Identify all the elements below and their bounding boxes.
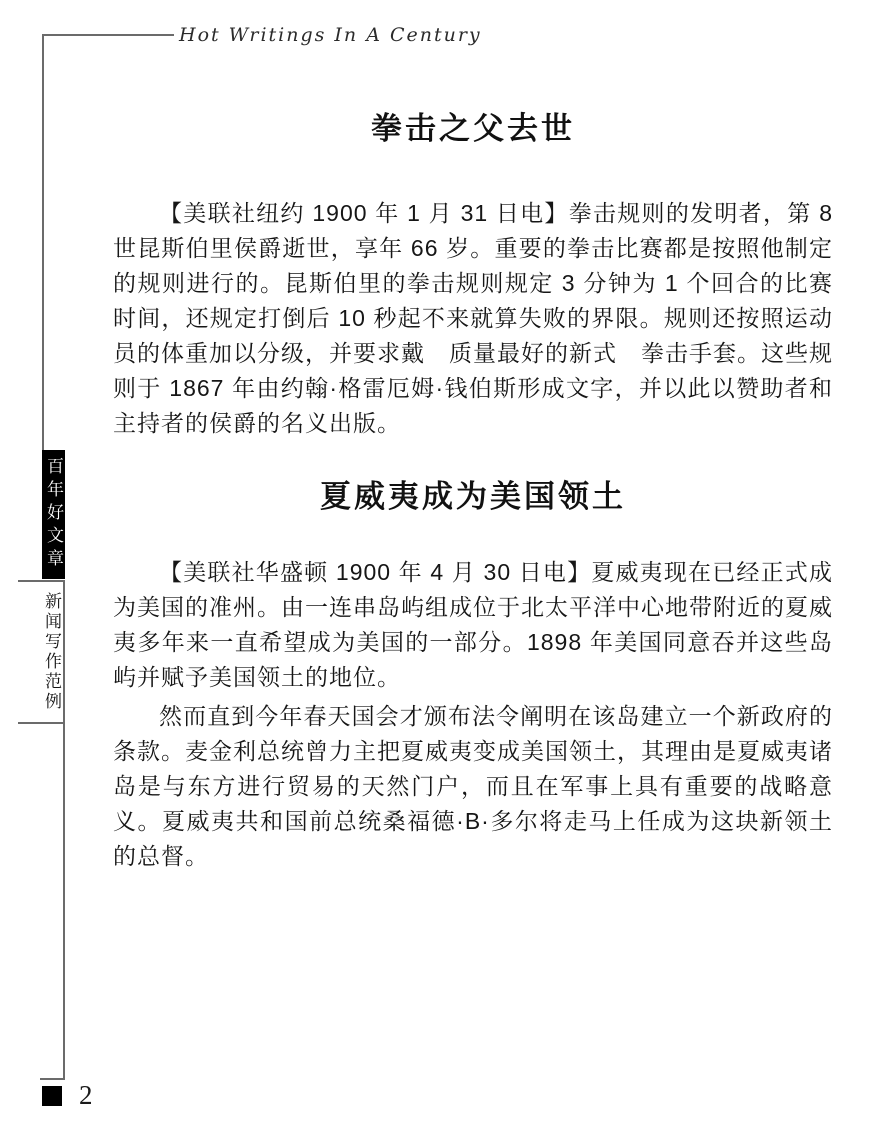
page-number: 2	[79, 1080, 93, 1110]
section-label-text: 新闻写作范例	[42, 591, 61, 712]
article-1-paragraph: 【美联社纽约 1900 年 1 月 31 日电】拳击规则的发明者，第 8 世昆斯伯里侯爵逝世，享年 66 岁。重要的拳击比赛都是按照他制定的规则进行的。昆斯伯里的拳击规则规定 3 分钟为 1 个回合的比赛时间，还规定打倒后 10 秒起不来就算失败的界限。规则还按照运动员的体重加以分级，并要求戴 质量最好的新式 拳击手套。这些规则于 1867 年由约翰·格雷厄姆·钱伯斯形成文字，并以此以赞助者和主持者的侯爵的名义出版。	[113, 200, 833, 436]
article-2-title: 夏威夷成为美国领土	[320, 479, 626, 514]
article-2-paragraph-2: 然而直到今年春天国会才颁布法令阐明在该岛建立一个新政府的条款。麦金利总统曾力主把夏威夷变成美国领土，其理由是夏威夷诸岛是与东方进行贸易的天然门户，而且在军事上具有重要的战略意义。夏威夷共和国前总统桑福德·B·多尔将走马上任成为这块新领土的总督。	[113, 703, 833, 869]
article-1-title: 拳击之父去世	[371, 111, 575, 146]
running-title: Hot Writings In A Century	[179, 24, 482, 46]
footer-corner-rule	[40, 1078, 65, 1080]
main-content	[113, 0, 833, 1126]
sidebar-rule-bottom	[18, 722, 65, 724]
series-title-text: 百年好文章	[44, 457, 63, 572]
section-label	[40, 581, 63, 722]
left-vertical-rule-bottom	[63, 580, 65, 1080]
page-marker-square-icon	[42, 1086, 62, 1106]
series-title-banner	[42, 450, 65, 579]
left-vertical-rule-top	[42, 34, 44, 452]
article-2-paragraph-1: 【美联社华盛顿 1900 年 4 月 30 日电】夏威夷现在已经正式成为美国的准州。由一连串岛屿组成位于北太平洋中心地带附近的夏威夷多年来一直希望成为美国的一部分。1898 年美国同意吞并这些岛屿并赋予美国领土的地位。	[113, 559, 833, 690]
